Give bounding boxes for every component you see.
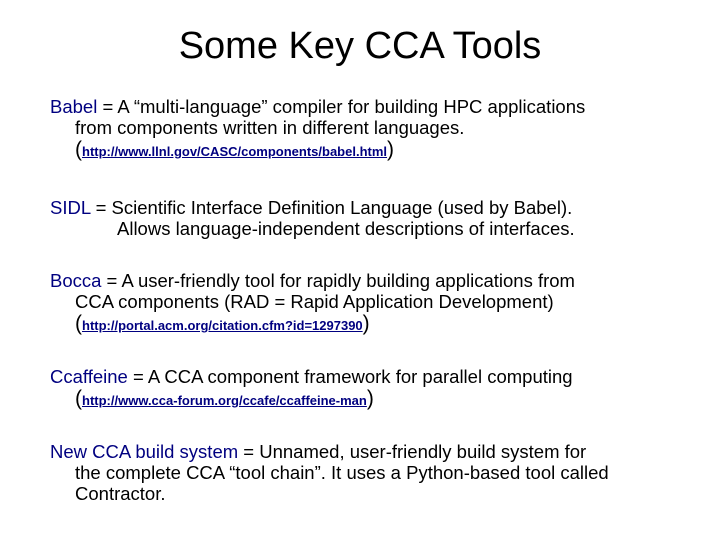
item-first-line — [50, 197, 690, 218]
item-first-line — [50, 96, 690, 117]
link-paren-close: ) — [362, 312, 370, 335]
tool-description: = Scientific Interface Definition Language (used by Babel). — [90, 197, 573, 218]
item-first-line — [50, 366, 690, 387]
tool-description: = A user-friendly tool for rapidly building applications from — [101, 270, 575, 291]
ccaffeine-link[interactable]: http://www.cca-forum.org/ccafe/ccaffeine-man — [82, 393, 367, 408]
link-line — [50, 138, 690, 164]
tool-item-babel — [50, 96, 690, 164]
tool-description-continued: Contractor. — [75, 483, 166, 504]
tool-description-continued: from components written in different languages. — [75, 117, 465, 138]
item-first-line — [50, 270, 690, 291]
link-paren-open: ( — [75, 138, 82, 161]
bocca-link[interactable]: http://portal.acm.org/citation.cfm?id=1297390 — [82, 318, 363, 333]
link-paren-close: ) — [366, 387, 374, 410]
slide-title: Some Key CCA Tools — [178, 25, 542, 67]
tool-item-sidl — [50, 197, 690, 239]
link-line — [50, 312, 690, 338]
item-first-line — [50, 441, 690, 462]
link-paren-close: ) — [387, 138, 395, 161]
tool-description: = A “multi-language” compiler for building HPC applications — [97, 96, 586, 117]
link-paren-open: ( — [75, 312, 82, 335]
tool-description: = A CCA component framework for parallel computing — [127, 366, 573, 387]
link-paren-open: ( — [75, 387, 82, 410]
tool-term: Babel — [50, 96, 98, 117]
tool-item-build-system — [50, 441, 690, 504]
tool-item-ccaffeine — [50, 366, 690, 413]
tool-description: = Unnamed, user-friendly build system for — [238, 441, 587, 462]
link-line — [50, 387, 690, 413]
tool-term: Bocca — [50, 270, 102, 291]
tool-item-bocca — [50, 270, 690, 338]
tool-term: New CCA build system — [50, 441, 239, 462]
tool-description-continued: Allows language-independent descriptions of interfaces. — [117, 218, 575, 239]
tool-term: SIDL — [50, 197, 91, 218]
tool-description-continued: CCA components (RAD = Rapid Application Development) — [75, 291, 554, 312]
babel-link[interactable]: http://www.llnl.gov/CASC/components/babel.html — [82, 144, 388, 159]
tool-term: Ccaffeine — [50, 366, 128, 387]
tool-description-continued: the complete CCA “tool chain”. It uses a Python-based tool called — [75, 462, 609, 483]
